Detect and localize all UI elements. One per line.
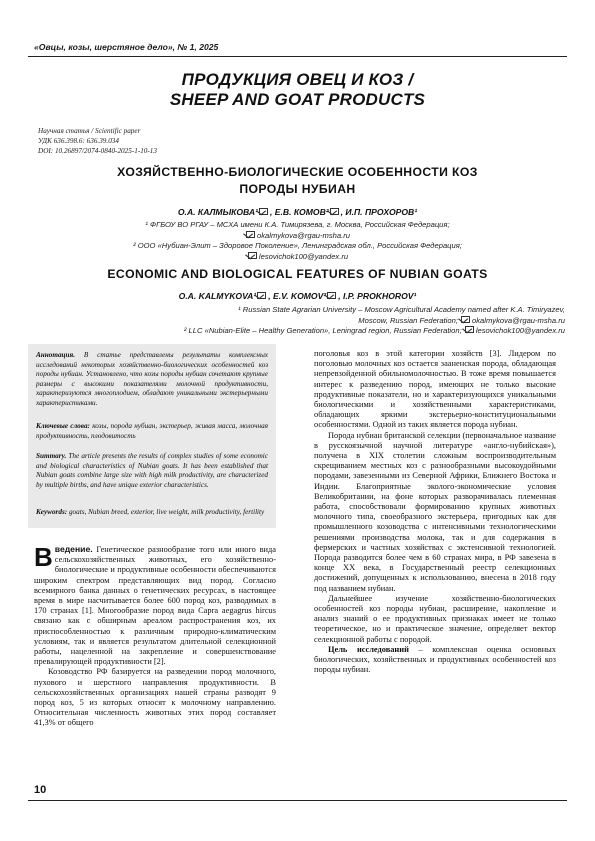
keywords-ru <box>36 422 268 441</box>
affiliations-ru <box>30 220 565 262</box>
affiliations-en <box>30 305 565 337</box>
body-paragraph: Порода нубиан британской селекции (первоначальное название в русскоязычной научной литературе «англо-нубийская»), получена в XIX столетии сложным воспроизводительным скрещиванием местных коз с разнообразными высокоудойными породами, завезенными из Северной Африки, Ближнего Востока и Индии. Благоприятные эколого-экономические условия Великобритании, на фоне которых разворачивалась племенная работа, способствовали формированию крупных животных молочного типа, своеобразного экстерьера, пригодных как для промышленного козоводства с интенсивными технологическими решениями производства молока, так и для содержания в фермерских и частных хозяйствах с экстенсивной технологией. Порода разводится более чем в 60 странах мира, в РФ завезена в конце XX века, в Государственный реестр селекционных достижений, допущенных к использованию, внесена в 2018 году под названием нубиан. <box>314 430 556 593</box>
article-title-en: ECONOMIC AND BIOLOGICAL FEATURES OF NUBIAN GOATS <box>107 267 488 281</box>
udc-code: УДК 636.398.6: 636.39.034 <box>38 137 119 145</box>
keywords-ru-label: Ключевые слова: <box>36 422 90 430</box>
drop-cap: В <box>34 544 53 572</box>
goal-label: Цель исследований <box>328 644 409 654</box>
abstract-ru-text: В статье представлены результаты комплексных исследований некоторых хозяйственно-биологических особенностей коз породы нубиан. Установлено, что козы породы нубиан сочетают крупные размеры с высокими показателями молочной продуктивности, характеризуются многоплодием, обладают уникальными экстерьерными характеристиками. <box>36 351 269 407</box>
author-3: I.P. PROKHOROV¹ <box>343 291 417 301</box>
email-en-2[interactable]: lesovichok100@yandex.ru <box>475 326 565 335</box>
section-title-ru: ПРОДУКЦИЯ ОВЕЦ И КОЗ / <box>181 70 414 89</box>
envelope-icon <box>327 292 336 299</box>
goal-paragraph: Цель исследований – комплексная оценка основных биологических, хозяйственных и продуктивных особенностей коз породы нубиан. <box>314 644 556 675</box>
title-ru-line1: ХОЗЯЙСТВЕННО-БИОЛОГИЧЕСКИЕ ОСОБЕННОСТИ КОЗ <box>117 165 478 179</box>
email-2[interactable]: lesovichok100@yandex.ru <box>258 251 349 261</box>
affiliation-en-1a: ¹ Russian State Agrarian University – Moscow Agricultural Academy named after K.A. Timiryazev, <box>238 305 565 314</box>
header-rule <box>28 56 567 57</box>
author-1: О.А. КАЛМЫКОВА¹ <box>177 207 258 217</box>
keywords-ru-text: козы, порода нубиан, экстерьер, живая масса, молочная продуктивность, плодовитость <box>36 422 268 440</box>
title-ru-line2: ПОРОДЫ НУБИАН <box>239 182 356 196</box>
intro-paragraph: Введение. Генетическое разнообразие того или иного вида сельскохозяйственных животных, его хозяйственно-биологические и продуктивные особенности обеспечиваются широким спектром представляющих вид пород. Согласно всемирного банка данных о генетических ресурсах, в настоящее время в мире насчитывается более 600 пород коз, разводимых в 170 странах [1]. Многообразие пород вида Capra aegagrus hircus связано как с обширным ареалом распространения коз, их приспособленностью к различным природно-климатическим условиям, так и является результатом длительной селекционной работы, нацеленной на закрепление и совершенствование превалирующей продуктивности [2]. <box>34 544 276 667</box>
affiliation-en-1b: Moscow, Russian Federation; <box>358 315 458 325</box>
keywords-en <box>36 508 268 518</box>
section-title-en: SHEEP AND GOAT PRODUCTS <box>169 90 426 109</box>
article-type: Научная статья / Scientific paper <box>38 127 141 135</box>
envelope-icon <box>461 316 470 323</box>
keywords-en-text: goats, Nubian breed, exterior, live weight, milk productivity, fertility <box>68 508 265 516</box>
authors-en: O.A. KALMYKOVA¹ , E.V. KOMOV² , I.P. PROKHOROV¹ <box>178 291 417 301</box>
envelope-icon <box>330 208 339 215</box>
abstract-en-label: Summary. <box>36 452 67 460</box>
author-2: Е.В. КОМОВ² <box>274 207 329 217</box>
abstract-en-text: The article presents the results of complex studies of some economic and biological characteristics of Nubian goats. It has been established that Nubian goats combine large size with high milk productivity, are characterized by multiple births, and have unique exterior characteristics. <box>36 452 268 489</box>
doi: DOI: 10.26897/2074-0840-2025-1-10-13 <box>38 147 157 155</box>
envelope-icon <box>248 252 257 259</box>
authors-ru: О.А. КАЛМЫКОВА¹ , Е.В. КОМОВ² , И.П. ПРОХОРОВ¹ <box>177 207 418 217</box>
left-column <box>34 544 276 780</box>
body-paragraph: Дальнейшее изучение хозяйственно-биологических особенностей коз породы нубиан, расширение, накопление и анализ знаний о ее продуктивных признаках имеет не только теоретическое, но и практическое значение, определяет вектор селекционной работы с породой. <box>314 593 556 644</box>
abstract-ru <box>36 351 268 409</box>
abstract-ru-label: Аннотация. <box>36 351 76 359</box>
keywords-en-label: Keywords: <box>36 508 68 516</box>
affiliation-2: ² ООО «Нубиан-Элит – Здоровое Поколение», Ленинградская обл., Российская Федерация; <box>133 241 462 250</box>
author-2: E.V. KOMOV² <box>273 291 327 301</box>
footer-rule <box>28 800 567 801</box>
right-column <box>314 349 556 774</box>
envelope-icon <box>259 208 268 215</box>
envelope-icon <box>465 326 474 333</box>
author-3: И.П. ПРОХОРОВ¹ <box>345 207 418 217</box>
affiliation-1: ¹ ФГБОУ ВО РГАУ – МСХА имени К.А. Тимирязева, г. Москва, Российская Федерация; <box>145 220 450 229</box>
email-1[interactable]: okalmykova@rgau-msha.ru <box>257 230 350 240</box>
affiliation-en-2: ² LLC «Nubian-Elite – Healthy Generation», Leningrad region, Russian Federation; <box>183 326 462 335</box>
email-en-1[interactable]: okalmykova@rgau-msha.ru <box>472 315 565 325</box>
abstract-en <box>36 452 268 490</box>
envelope-icon <box>246 231 255 238</box>
page-number: 10 <box>34 784 47 796</box>
article-title-ru <box>50 164 545 198</box>
journal-header: «Овцы, козы, шерстяное дело», № 1, 2025 <box>34 42 219 52</box>
intro-heading: ведение. <box>54 544 93 554</box>
body-paragraph: поголовья коз в этой категории хозяйств [3]. Лидером по поголовью молочных коз остается зааненская порода, обладающая непревзойденной обильномолочностью. В тоже время повышается интерес к разведению пород, имеющих не только высокие продуктивные показатели, но и характеризующихся уникальными биологическими и хозяйственными характеристиками, обладающих яркими экстерьерно-конституциональными особенностями. Одной из таких является порода нубиан. <box>314 349 556 430</box>
body-paragraph: Козоводство РФ базируется на разведении пород молочного, пухового и шерстного направления продуктивности. В сельскохозяйственных организациях нашей страны разводят 9 пород коз, 5 из которых относят к молочному направлению. Относительная численность животных этих пород составляет 41,3% от общего <box>34 667 276 728</box>
author-1: O.A. KALMYKOVA¹ <box>178 291 257 301</box>
envelope-icon <box>257 292 266 299</box>
